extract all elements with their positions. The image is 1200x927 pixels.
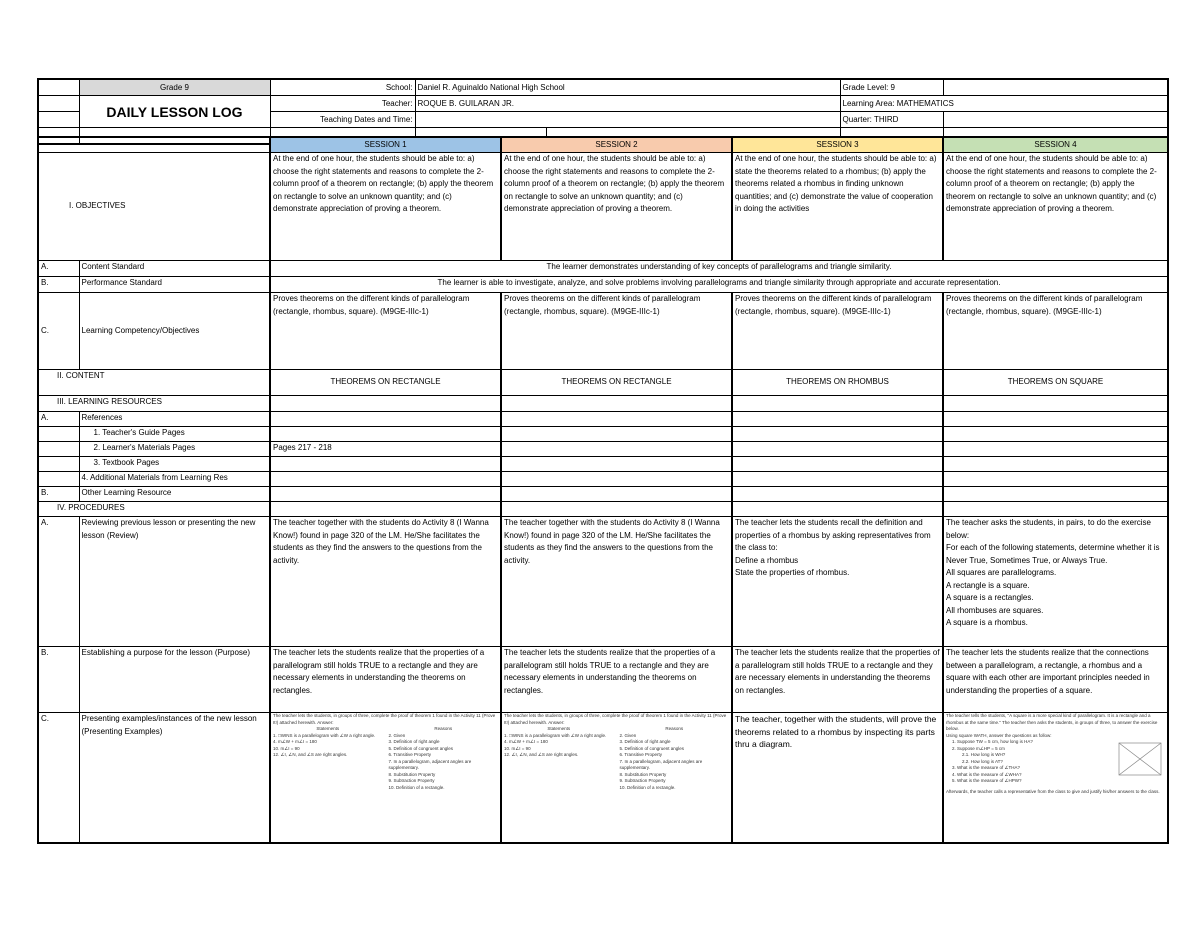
objective-session-1: At the end of one hour, the students should be able to: a) choose the right statements and reasons to complete the 2-column proof of a theorem on rectangle; (b) apply the theorem on rectangle to solve an unknown quantity; and (c) demonstrate appreciation of proving a theorem.: [270, 153, 501, 261]
blank-cell: [270, 502, 501, 517]
reason: 10. Definition of a rectangle.: [388, 784, 445, 790]
blank-cell: [943, 427, 1168, 442]
objectives-label: I. OBJECTIVES: [38, 153, 270, 261]
reason: 8. Substitution Property: [388, 771, 436, 777]
blank-cell: [38, 96, 79, 112]
purpose-session-4: The teacher lets the students realize that the connections between a parallelogram, a rectangle, a rhombus and a square with each other are important principles needed in understanding the properties of a square.: [943, 647, 1168, 713]
blank-cell: [38, 79, 79, 96]
header-table: [37, 78, 1169, 145]
content-session-4: THEOREMS ON SQUARE: [943, 370, 1168, 396]
blank-cell: [501, 457, 732, 472]
lm-pages-session-4: [943, 442, 1168, 457]
reason: 2. Given: [619, 732, 637, 738]
blank-cell: [943, 502, 1168, 517]
row-letter: C.: [38, 293, 79, 370]
dates-label: Teaching Dates and Time:: [270, 112, 415, 128]
performance-standard-label: Performance Standard: [79, 277, 270, 293]
references-label: References: [79, 412, 270, 427]
examples-session-3: The teacher, together with the students, will prove the theorems related to a rhombus by inspecting its parts thru a diagram.: [732, 713, 943, 843]
quarter: Quarter: THIRD: [840, 112, 943, 128]
examples-intro: The teacher tells the students, "A square is a more special kind of parallelogram. It is a rectangle and a rhombus at the same time." The teacher then asks the students, in groups of three, to answer the exercise below.: [946, 713, 1158, 731]
document-title: DAILY LESSON LOG: [79, 96, 270, 128]
statement: 4. m∠W + m∠I = 180: [504, 739, 548, 744]
question: 5. What is the measure of ∠HPW?: [952, 778, 1022, 783]
content-session-3: THEOREMS ON RHOMBUS: [732, 370, 943, 396]
blank-cell: [38, 457, 79, 472]
blank-cell: [501, 502, 732, 517]
blank-cell: [501, 487, 732, 502]
dates-value[interactable]: [415, 112, 840, 128]
objective-session-2: At the end of one hour, the students should be able to: a) choose the right statements and reasons to complete the 2-column proof of a theorem on rectangle; (b) apply the theorem on rectangle to solve an unknown quantity; and (c) demonstrate appreciation of proving a theorem.: [501, 153, 732, 261]
review-session-4: The teacher asks the students, in pairs, to do the exercise below: For each of the following statements, determine whether it is Never True, Sometimes True, or Always True. All squares are parallelograms. A rectangle is a square. A square is a rectangles. All rhombuses are squares. A square is a rhombus.: [943, 517, 1168, 647]
blank-cell: [270, 427, 501, 442]
blank-cell: [38, 427, 79, 442]
examples-given: Using square WATH, answer the questions as follow:: [946, 732, 1052, 738]
blank-cell: [943, 457, 1168, 472]
lesson-log-table: [37, 136, 1169, 844]
statement: 1. □WINS is a parallelogram with ∠W a right angle.: [273, 732, 376, 738]
review-session-1: The teacher together with the students do Activity 8 (I Wanna Know!) found in page 320 of the LM. He/She facilitates the students as they find the answers to the questions from the activity.: [270, 517, 501, 647]
competency-session-2: Proves theorems on the different kinds of parallelogram (rectangle, rhombus, square). (M9GE-IIIc-1): [501, 293, 732, 370]
session-2-header: SESSION 2: [501, 137, 732, 153]
school-label: School:: [270, 79, 415, 96]
reason: 2. Given: [388, 732, 406, 738]
lm-pages-session-1: Pages 217 - 218: [270, 442, 501, 457]
blank-cell: [38, 112, 79, 128]
lm-pages-session-2: [501, 442, 732, 457]
examples-outro: Afterwards, the teacher calls a representative from the class to give and justify his/her answers to the class.: [946, 788, 1160, 794]
session-1-header: SESSION 1: [270, 137, 501, 153]
statement: 1. □WINS is a parallelogram with ∠W a right angle.: [504, 732, 607, 738]
examples-session-1: [270, 713, 501, 843]
competency-session-3: Proves theorems on the different kinds of parallelogram (rectangle, rhombus, square). (M9GE-IIIc-1): [732, 293, 943, 370]
blank-cell: [732, 472, 943, 487]
row-letter: B.: [38, 487, 79, 502]
objective-session-4: At the end of one hour, the students should be able to: a) choose the right statements and reasons to complete the 2-column proof of a theorem on rectangle; (b) apply the theorem on rectangle to solve an unknown quantity; and (c) demonstrate appreciation of proving a theorem.: [943, 153, 1168, 261]
content-session-1: THEOREMS ON RECTANGLE: [270, 370, 501, 396]
purpose-label: Establishing a purpose for the lesson (Purpose): [79, 647, 270, 713]
lm-pages-session-3: [732, 442, 943, 457]
reason: 7. In a parallelogram, adjacent angles are supplementary.: [388, 758, 472, 770]
blank-cell: [943, 487, 1168, 502]
question: 3. What is the measure of ∠THA?: [952, 765, 1021, 770]
examples-intro: The teacher lets the students, in groups of three, complete the proof of theorem 1 found in the Activity 11 (Prove It!) attached herewith. Answer:: [504, 713, 727, 725]
blank-cell: [732, 487, 943, 502]
learners-materials-label: 2. Learner's Materials Pages: [79, 442, 270, 457]
procedures-label: IV. PROCEDURES: [38, 502, 270, 517]
question: 2. Suppose m∠HP = 5 cm: [952, 745, 1005, 751]
blank-cell: [732, 502, 943, 517]
purpose-session-3: The teacher lets the students realize that the properties of a parallelogram still holds TRUE to a rectangle and they are necessary elements in understanding the theorems on rectangles.: [732, 647, 943, 713]
blank-cell: [501, 396, 732, 412]
statements-header: Statements: [547, 726, 571, 731]
resources-label: III. LEARNING RESOURCES: [38, 396, 270, 412]
blank-cell: [270, 487, 501, 502]
performance-standard-value: The learner is able to investigate, analyze, and solve problems involving parallelograms and triangle similarity through appropriate and accurate representation.: [270, 277, 1168, 293]
blank-cell: [270, 396, 501, 412]
row-letter: A.: [38, 517, 79, 647]
competency-label: Learning Competency/Objectives: [79, 293, 270, 370]
content-label: II. CONTENT: [38, 370, 270, 396]
learning-area: Learning Area: MATHEMATICS: [840, 96, 1168, 112]
row-letter: C.: [38, 713, 79, 843]
review-session-3: The teacher lets the students recall the definition and properties of a rhombus by asking representatives from the class to: Define a rhombus State the properties of rhombus.: [732, 517, 943, 647]
additional-materials-label: 4. Additional Materials from Learning Res: [79, 472, 270, 487]
competency-session-4: Proves theorems on the different kinds of parallelogram (rectangle, rhombus, square). (M9GE-IIIc-1): [943, 293, 1168, 370]
blank-cell: [943, 112, 1168, 128]
statement: 12. ∠I, ∠N, and ∠S are right angles.: [504, 752, 579, 757]
school-value: Daniel R. Aguinaldo National High School: [415, 79, 840, 96]
examples-intro: The teacher lets the students, in groups of three, complete the proof of theorem 1 found in the Activity 11 (Prove It!) attached herewith. Answer:: [273, 713, 496, 725]
blank-cell: [732, 457, 943, 472]
teacher-value: ROQUE B. GUILARAN JR.: [415, 96, 840, 112]
reason: 6. Transitive Property: [619, 752, 663, 757]
question: 2.1. How long is WH?: [962, 752, 1006, 757]
review-label: Reviewing previous lesson or presenting the new lesson (Review): [79, 517, 270, 647]
content-standard-label: Content Standard: [79, 261, 270, 277]
blank-cell: [270, 412, 501, 427]
textbook-label: 3. Textbook Pages: [79, 457, 270, 472]
content-session-2: THEOREMS ON RECTANGLE: [501, 370, 732, 396]
teachers-guide-label: 1. Teacher's Guide Pages: [79, 427, 270, 442]
competency-session-1: Proves theorems on the different kinds of parallelogram (rectangle, rhombus, square). (M9GE-IIIc-1): [270, 293, 501, 370]
review-session-2: The teacher together with the students do Activity 8 (I Wanna Know!) found in page 320 of the LM. He/She facilitates the students as they find the answers to the questions from the activity.: [501, 517, 732, 647]
reason: 8. Substitution Property: [619, 771, 667, 777]
session-4-header: SESSION 4: [943, 137, 1168, 153]
blank-cell: [732, 412, 943, 427]
row-letter: A.: [38, 412, 79, 427]
statement: 10. m∠I = 90: [273, 745, 300, 751]
purpose-session-1: The teacher lets the students realize that the properties of a parallelogram still holds TRUE to a rectangle and they are necessary elements in understanding the theorems on rectangles.: [270, 647, 501, 713]
session-3-header: SESSION 3: [732, 137, 943, 153]
examples-session-2: [501, 713, 732, 843]
reason: 10. Definition of a rectangle.: [619, 784, 676, 790]
blank-cell: [943, 396, 1168, 412]
reasons-header: Reasons: [665, 726, 684, 731]
row-letter: A.: [38, 261, 79, 277]
statement: 10. m∠I = 90: [504, 745, 531, 751]
reason: 9. Subtraction Property: [388, 778, 435, 783]
content-standard-value: The learner demonstrates understanding of key concepts of parallelograms and triangle similarity.: [270, 261, 1168, 277]
blank-cell: [38, 472, 79, 487]
reason: 3. Definition of right angle: [619, 739, 671, 744]
grade-label: Grade 9: [79, 79, 270, 96]
purpose-session-2: The teacher lets the students realize that the properties of a parallelogram still holds TRUE to a rectangle and they are necessary elements in understanding the theorems on rectangles.: [501, 647, 732, 713]
reason: 5. Definition of congruent angles: [619, 745, 685, 751]
row-letter: B.: [38, 647, 79, 713]
blank-cell: [943, 412, 1168, 427]
blank-cell: [943, 79, 1168, 96]
question: 1. Suppose TW = 5 cm, how long is HA?: [952, 739, 1033, 744]
blank-cell: [270, 472, 501, 487]
reason: 5. Definition of congruent angles: [388, 745, 454, 751]
blank-cell: [732, 427, 943, 442]
blank-cell: [501, 472, 732, 487]
square-diagram-icon: [1115, 739, 1165, 779]
blank-cell: [270, 457, 501, 472]
reasons-header: Reasons: [434, 726, 453, 731]
other-resource-label: Other Learning Resource: [79, 487, 270, 502]
blank-cell: [732, 396, 943, 412]
teacher-label: Teacher:: [270, 96, 415, 112]
reason: 6. Transitive Property: [388, 752, 432, 757]
statements-header: Statements: [316, 726, 340, 731]
reason: 7. In a parallelogram, adjacent angles are supplementary.: [619, 758, 703, 770]
blank-cell: [38, 442, 79, 457]
statement: 12. ∠I, ∠N, and ∠S are right angles.: [273, 752, 348, 757]
row-letter: B.: [38, 277, 79, 293]
grade-level: Grade Level: 9: [840, 79, 943, 96]
blank-cell: [501, 427, 732, 442]
examples-label: Presenting examples/instances of the new lesson (Presenting Examples): [79, 713, 270, 843]
question: 4. What is the measure of ∠WHA?: [952, 771, 1022, 777]
blank-cell: [501, 412, 732, 427]
blank-cell: [38, 137, 270, 153]
reason: 3. Definition of right angle: [388, 739, 440, 744]
examples-session-4: [943, 713, 1168, 843]
question: 2.2. How long is AT?: [962, 758, 1003, 764]
objective-session-3: At the end of one hour, the students should be able to: a) state the theorems related to a rhombus; (b) apply the theorems related a rhombus in finding unknown quantities; and (c) demonstrate the value of cooperation in doing the activities: [732, 153, 943, 261]
blank-cell: [943, 472, 1168, 487]
statement: 4. m∠W + m∠I = 180: [273, 739, 317, 744]
reason: 9. Subtraction Property: [619, 778, 666, 783]
